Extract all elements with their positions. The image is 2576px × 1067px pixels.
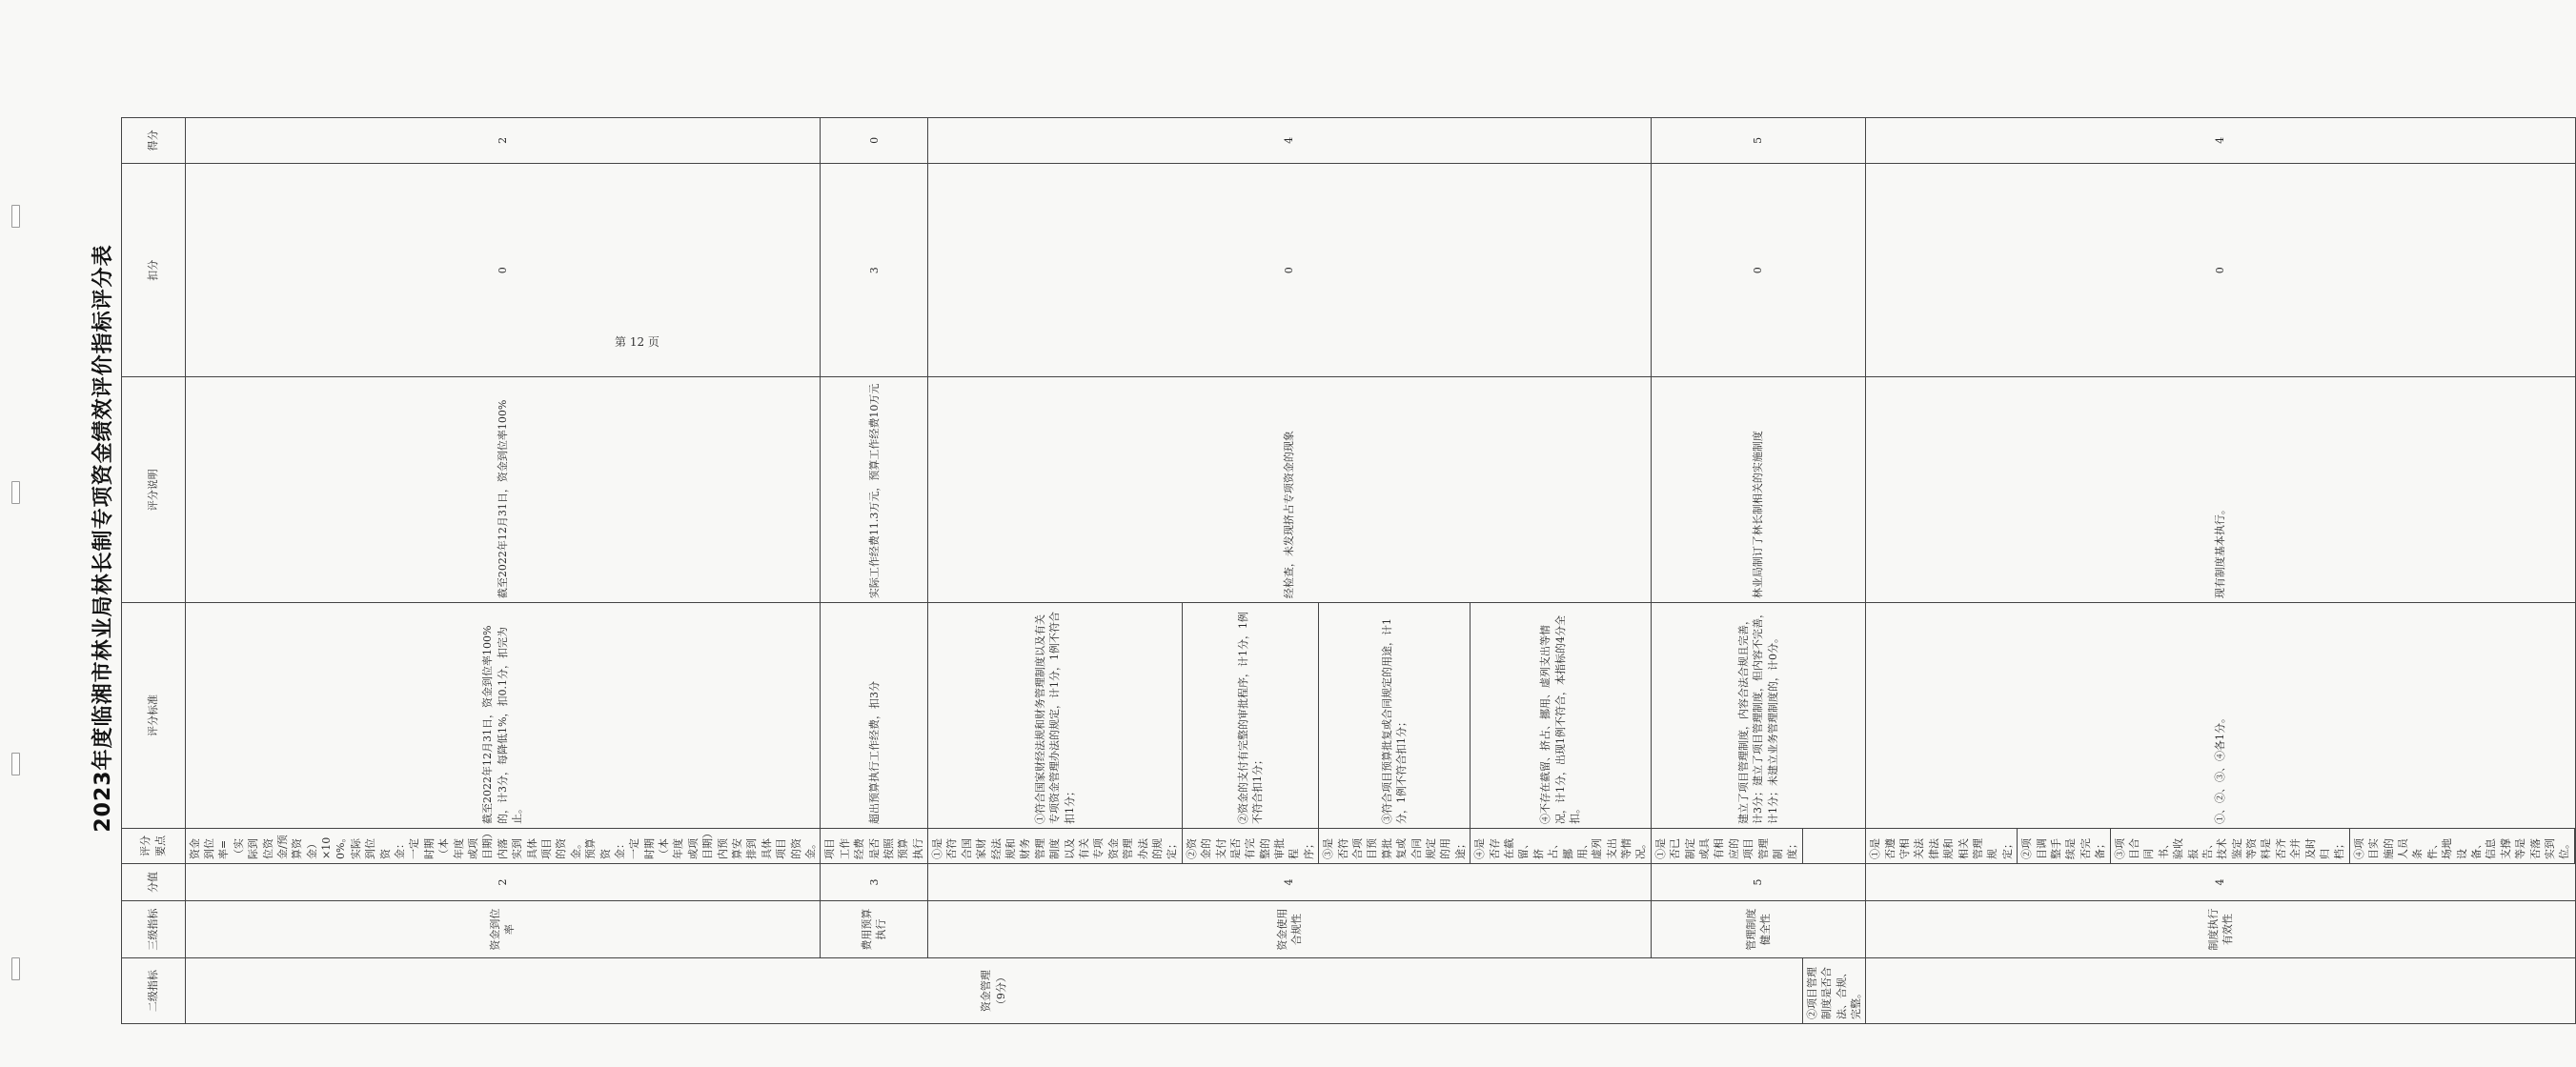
score-fund-arrival: 2 xyxy=(185,117,821,164)
weight-system-exec: 4 xyxy=(1866,863,2575,900)
score-system-sound: 5 xyxy=(1651,117,1865,164)
header-score: 得分 xyxy=(122,117,186,164)
standard-system-sound: 建立了项目管理制度，内容合法合规且完善，计3分；建立了项目管理制度，但内容不完善，计1分；未建立业务管理制度的，计0分。 xyxy=(1651,603,1865,829)
deduction-compliance: 0 xyxy=(928,164,1652,377)
deduction-system-sound: 0 xyxy=(1651,164,1865,377)
standard-system-exec: ①、②、③、④各1分。 xyxy=(1866,603,2575,829)
spacer-cell xyxy=(2574,828,2575,863)
deduction-budget-exec: 3 xyxy=(821,164,928,377)
deduction-fund-arrival: 0 xyxy=(185,164,821,377)
level3-system-sound: 管理制度健全性 xyxy=(1651,901,1865,958)
table-row xyxy=(928,72,1183,1024)
level3-budget-exec: 费用预算执行 xyxy=(821,901,928,958)
key-point-item: ③项目合同书、验收报告、技术鉴定等资料是否齐全并及时归档； xyxy=(2110,828,2349,863)
binding-mark xyxy=(11,205,20,228)
standard-budget-exec: 超出预算执行工作经费，扣3分 xyxy=(821,603,928,829)
standard-fund-arrival: 截至2022年12月31日，资金到位率100%的，计3分，每降低1%，扣0.1分，扣完为止。 xyxy=(185,603,821,829)
explanation-budget-exec: 实际工作经费11.3万元，预算工作经费10万元 xyxy=(821,377,928,603)
weight-system-sound: 5 xyxy=(1651,863,1865,900)
table-row xyxy=(821,72,928,1024)
page-title: 2023年度临湘市林业局林长制专项资金绩效评价指标评分表 xyxy=(91,244,115,833)
weight-budget-exec: 3 xyxy=(821,863,928,900)
score-budget-exec: 0 xyxy=(821,117,928,164)
key-point-item: ②项目管理制度是否合法、合规、完整。 xyxy=(1802,958,1866,1024)
explanation-system-sound: 林业局制订了林长制相关的实施制度 xyxy=(1651,377,1865,603)
level3-fund-arrival: 资金到位率 xyxy=(185,901,821,958)
key-point-item: ②资金的支付是否有完整的审批程序； xyxy=(1182,828,1319,863)
table-row xyxy=(1651,72,1802,1024)
header-weight: 分值 xyxy=(122,863,186,900)
page-number: 第 12 页 xyxy=(615,335,659,349)
weight-compliance: 4 xyxy=(928,863,1652,900)
key-point-item: ②项目调整手续是否完备； xyxy=(2018,828,2110,863)
level2-fund-mgmt: 资金管理（9分） xyxy=(185,958,1802,1024)
standard-item: ②资金的支付有完整的审批程序，计1分，1例不符合扣1分； xyxy=(1182,603,1319,829)
standard-item: ④不存在截留、挤占、挪用、虚列支出等情况，计1分，出现1例不符合，本指标的4分全扣。 xyxy=(1471,603,1652,829)
evaluation-table xyxy=(121,71,2576,1024)
weight-fund-arrival: 2 xyxy=(185,863,821,900)
binding-mark xyxy=(11,957,20,980)
table-header-row xyxy=(122,72,186,1024)
key-point-item: ①是否遵守相关法律法规和相关管理规定； xyxy=(1866,828,2018,863)
header-level2: 二级指标 xyxy=(122,958,186,1024)
table-row xyxy=(1866,72,2018,1024)
header-standard: 评分标准 xyxy=(122,603,186,829)
key-points-fund-arrival: 资金到位率=（实际到位资金/预算资金）×100%。实际到位资金：一定时期（本年度或项目期）内落实到具体项目的资金。预算资金：一定时期（本年度或项目期）内预算安排到具体项目的资金。 xyxy=(185,828,821,863)
score-system-exec: 4 xyxy=(1866,117,2575,164)
key-point-item: ④项目实施的人员条件、场地设备、信息支撑等是否落实到位。 xyxy=(2349,828,2574,863)
header-level3: 三级指标 xyxy=(122,901,186,958)
key-point-item: ④是否存在截留、挤占、挪用、虚列支出等情况。 xyxy=(1471,828,1652,863)
standard-item: ③符合项目预算批复或合同规定的用途，计1分，1例不符合扣1分； xyxy=(1319,603,1471,829)
header-deduction: 扣分 xyxy=(122,164,186,377)
explanation-system-exec: 现有制度基本执行。 xyxy=(1866,377,2575,603)
explanation-compliance: 经检查，未发现挤占专项资金的现象 xyxy=(928,377,1652,603)
key-point-item: ③是否符合项目预算批复或合同规定的用途； xyxy=(1319,828,1471,863)
score-compliance: 4 xyxy=(928,117,1652,164)
key-points-budget-exec: 项目工作经费是否按照预算执行 xyxy=(821,828,928,863)
table-row xyxy=(185,72,821,1024)
level2-empty xyxy=(1866,958,2575,1024)
binding-mark xyxy=(11,753,20,775)
explanation-fund-arrival: 截至2022年12月31日，资金到位率100% xyxy=(185,377,821,603)
header-explanation: 评分说明 xyxy=(122,377,186,603)
header-key-points: 评分要点 xyxy=(122,828,186,863)
binding-mark xyxy=(11,481,20,504)
deduction-system-exec: 0 xyxy=(1866,164,2575,377)
key-point-item: ①是否已制定或具有相应的项目管理制度； xyxy=(1651,828,1802,863)
level3-compliance: 资金使用合规性 xyxy=(928,901,1652,958)
key-point-item: ①是否符合国家财经法规和财务管理制度以及有关专项资金管理办法的规定； xyxy=(928,828,1183,863)
rotated-page xyxy=(81,52,2571,1024)
standard-item: ①符合国家财经法规和财务管理制度以及有关专项资金管理办法的规定，计1分，1例不符合扣1分； xyxy=(928,603,1183,829)
level3-system-exec: 制度执行有效性 xyxy=(1866,901,2575,958)
